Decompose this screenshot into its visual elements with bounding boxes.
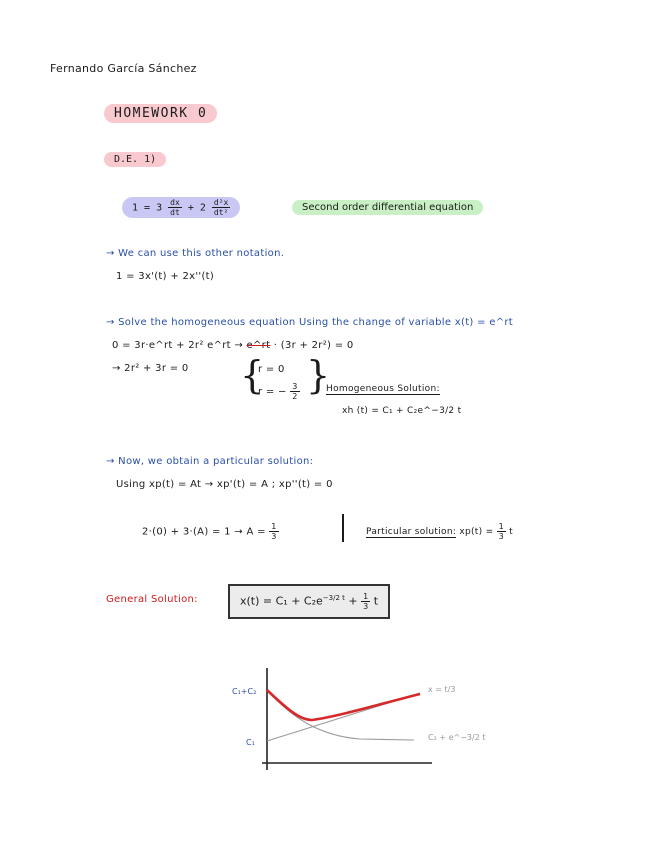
particular-using: Using xp(t) = At → xp'(t) = A ; xp''(t) = 0: [116, 479, 333, 490]
particular-note: → Now, we obtain a particular solution:: [106, 456, 314, 467]
homogeneous-solution: xh (t) = C₁ + C₂e^−3/2 t: [342, 406, 462, 416]
general-label: General Solution:: [106, 594, 198, 605]
notation-note: → We can use this other notation.: [106, 248, 285, 259]
solution-curve: [267, 690, 420, 720]
homogeneous-line1: 0 = 3r·e^rt + 2r² e^rt → e^rt · (3r + 2r²) = 0: [112, 340, 354, 351]
homogeneous-note: → Solve the homogeneous equation Using the change of variable x(t) = e^rt: [106, 317, 514, 328]
curve-label: C₂ + e^−3/2 t: [428, 733, 486, 742]
equation-type: Second order differential equation: [292, 200, 483, 215]
homogeneous-line2: → 2r² + 3r = 0: [112, 363, 189, 374]
main-equation: 1 = 3 $\frac{dx}{dt}$ + 2 $\frac{\text{d²x}}{\text{dt²}}$: [122, 197, 240, 218]
homework-title: HOMEWORK 0: [104, 104, 217, 123]
particular-solution: Particular solution: xp(t) = $\frac{1}{3}$ t: [366, 522, 514, 541]
line-label: x = t/3: [428, 685, 456, 694]
y-label-top: C₁+C₂: [232, 687, 257, 696]
left-brace: {: [240, 353, 265, 397]
section-label: D.E. 1): [104, 152, 166, 167]
cancelled-term: e^rt: [246, 340, 271, 351]
root-2: r = − $\frac{3}{2}$: [258, 382, 298, 401]
y-label-low: C₁: [246, 738, 255, 747]
author-name: Fernando García Sánchez: [50, 62, 197, 75]
general-solution-box: $x(t) = C_1 + C_2e^{-3/2 t}$ + $\frac{1}{3}$ t: [228, 584, 390, 619]
right-brace: }: [306, 353, 331, 397]
notation-equation: 1 = 3x'(t) + 2x''(t): [116, 271, 215, 282]
root-1: r = 0: [258, 364, 285, 375]
particular-calc: 2·(0) + 3·(A) = 1 → A = $\frac{1}{3}$: [142, 522, 277, 541]
homogeneous-solution-label: Homogeneous Solution:: [326, 384, 440, 394]
